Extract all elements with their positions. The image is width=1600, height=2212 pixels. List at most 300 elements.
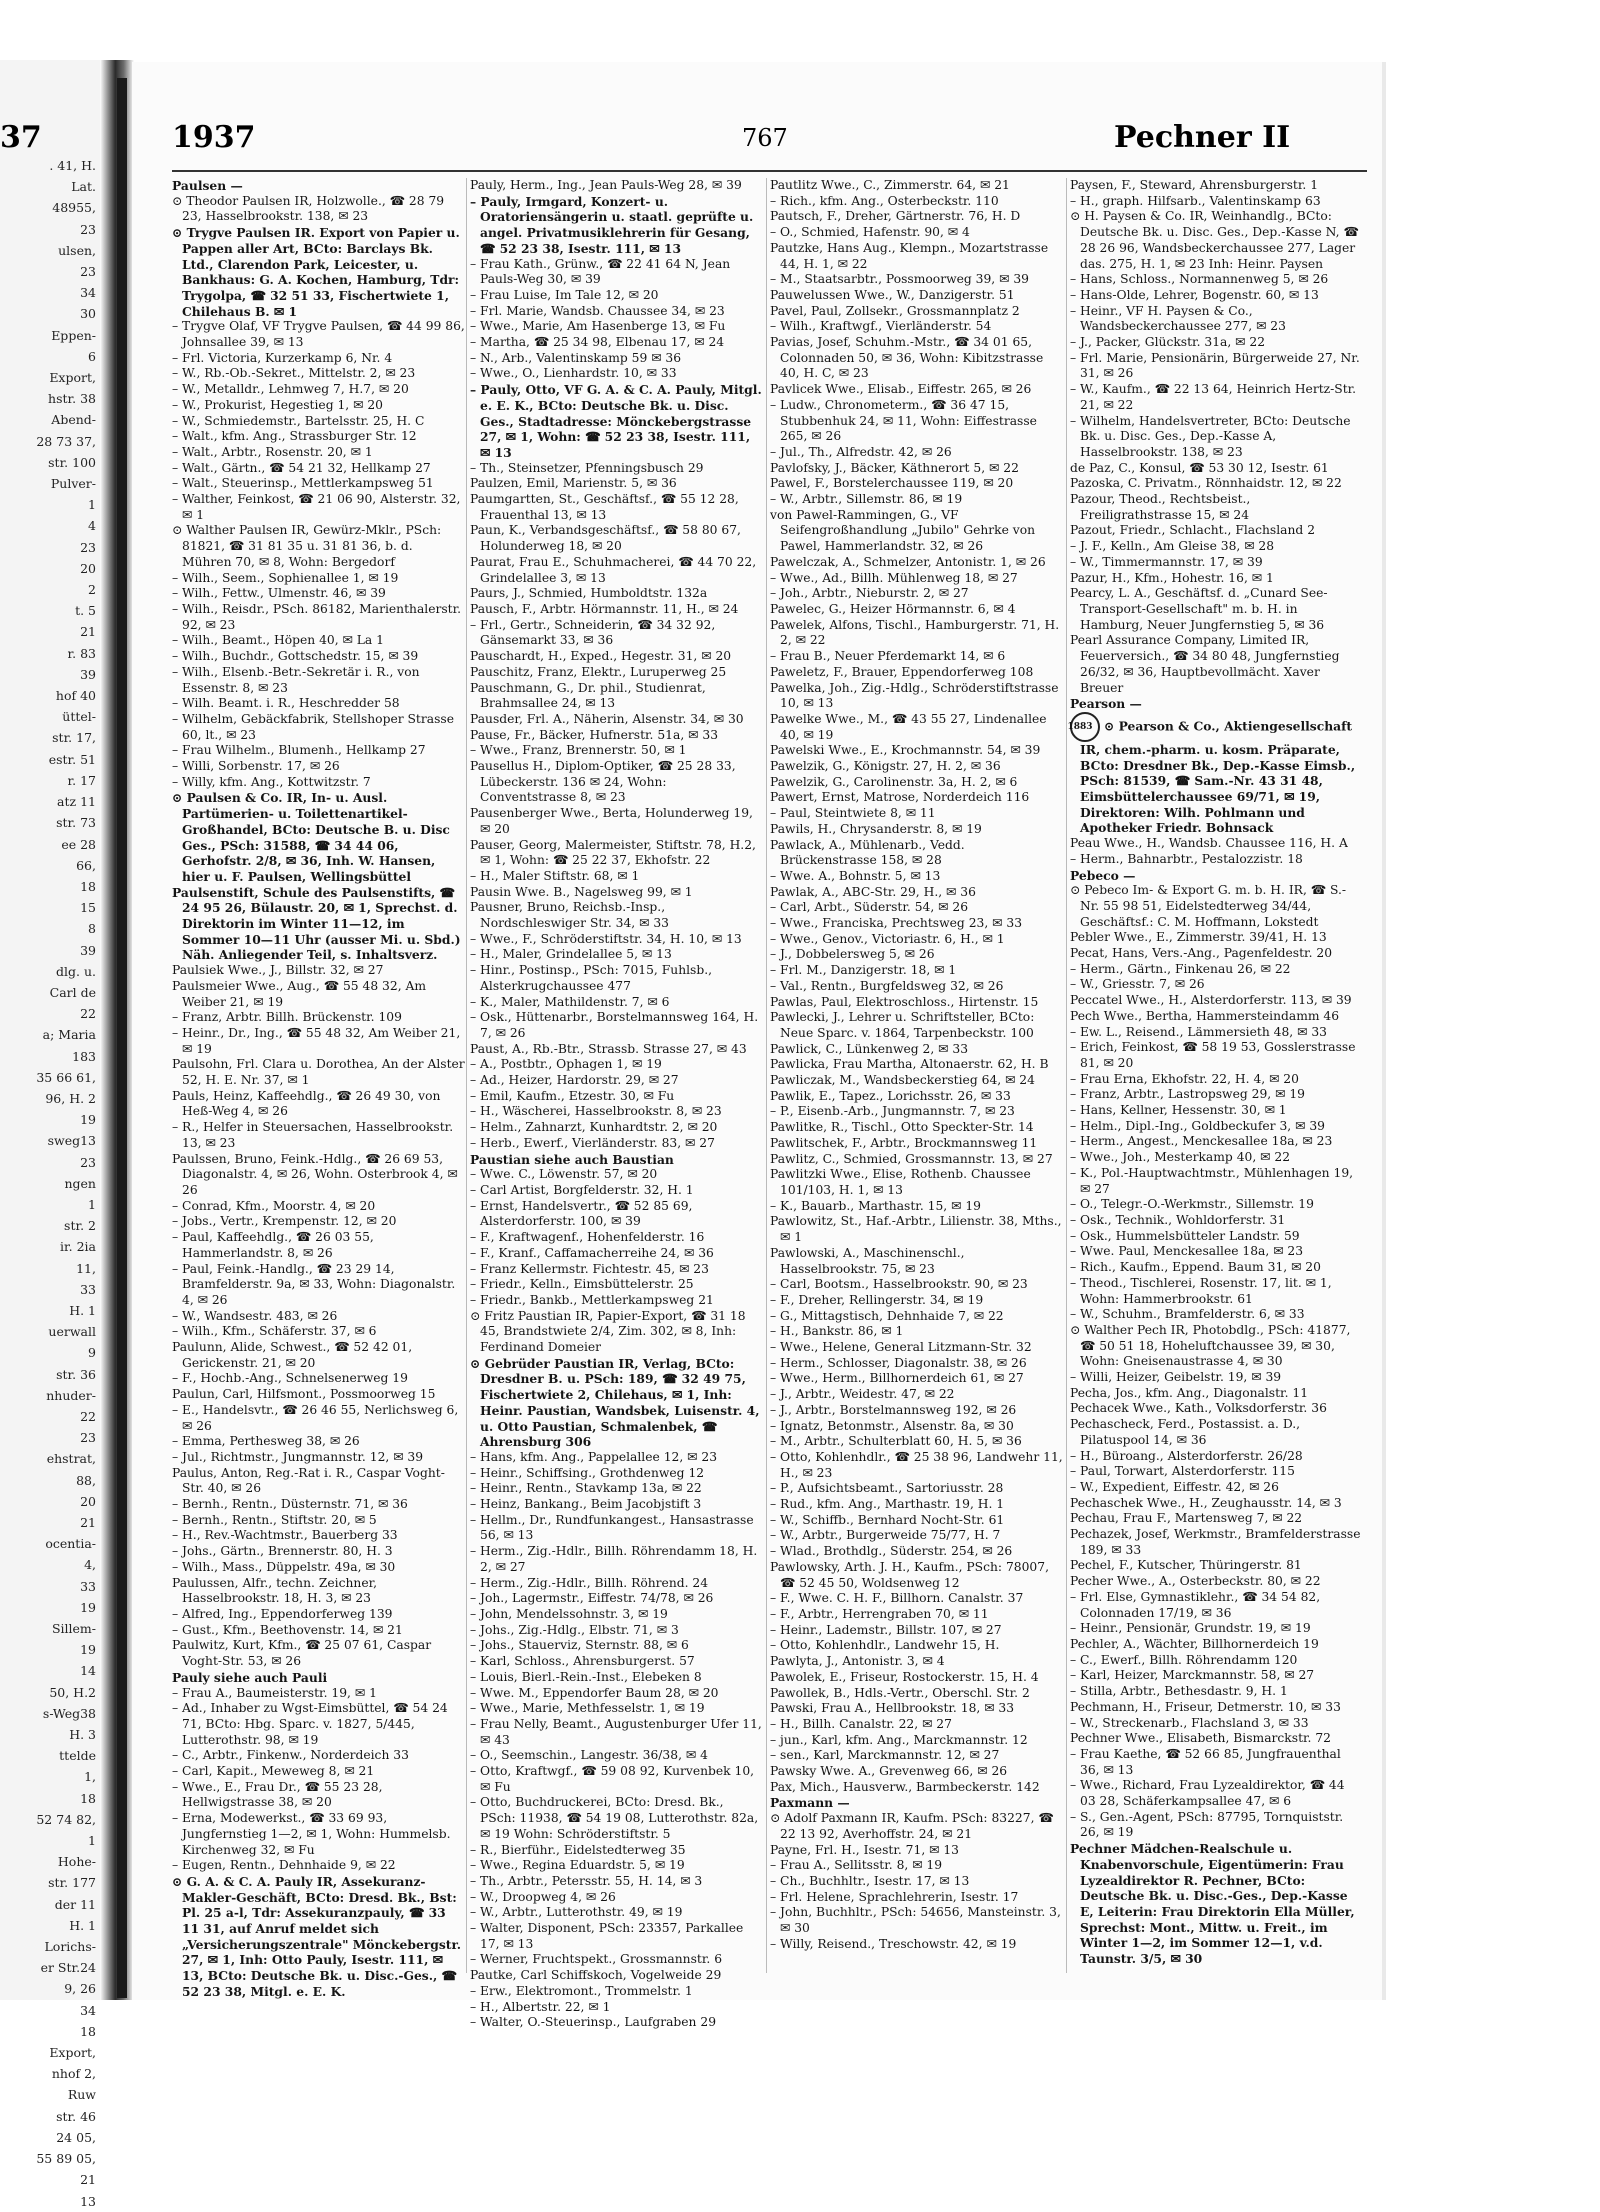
left-fragment-line: ulsen,: [58, 242, 96, 258]
left-fragment-line: ngen: [64, 1175, 96, 1191]
entry-text: – J., Packer, Glückstr. 31a, ✉ 22: [1070, 335, 1266, 350]
entry-text: – Herm., Zig.-Hdlr., Billh. Röhrendamm 18, H. 2, ✉ 27: [470, 1544, 758, 1574]
entry-text: Paulssen, Bruno, Feink.-Hdlg., ☎ 26 69 53, Diagonalstr. 4, ✉ 26, Wohn. Osterbrook 4, ✉ 26: [172, 1151, 458, 1197]
left-fragment-line: 18: [80, 2023, 96, 2039]
entry-text: Pawlak, A., ABC-Str. 29, H., ✉ 36: [770, 884, 976, 899]
directory-entry: [770, 1089, 1063, 1105]
entry-text: – Karl, Heizer, Marckmannstr. 58, ✉ 27: [1070, 1668, 1315, 1683]
directory-entry: [172, 1607, 465, 1623]
directory-entry: [770, 1795, 1063, 1811]
entry-text: Paust, A., Rb.-Btr., Strassb. Strasse 27, ✉ 43: [470, 1041, 747, 1056]
directory-entry: [1070, 868, 1363, 884]
entry-text: Pax, Mich., Hausverw., Barmbeckerstr. 142: [770, 1779, 1040, 1794]
entry-text: ⊙ Walther Pech IR, Photobdlg., PSch: 41877, ☎ 50 51 18, Hoheluftchaussee 39, ✉ 30, Wohn: Gneisenaustrasse 4, ✉ 30: [1070, 1322, 1351, 1369]
directory-entry: [1070, 1229, 1363, 1245]
entry-text: – F., Kraftwagenf., Hohenfelderstr. 16: [470, 1230, 705, 1245]
directory-entry: [172, 1858, 465, 1874]
entry-text: – Wilh., Fettw., Ulmenstr. 46, ✉ 39: [172, 586, 386, 601]
entry-text: – Wilhelm, Gebäckfabrik, Stellshoper Strasse 60, lt., ✉ 23: [172, 711, 454, 742]
directory-entry: [1070, 696, 1363, 712]
entry-text: – Wwe., F., Schröderstiftstr. 34, H. 10, ✉ 13: [470, 931, 742, 946]
directory-entry: [470, 1356, 763, 1450]
directory-entry: [1070, 414, 1363, 461]
directory-entry: [770, 1560, 1063, 1591]
entry-text: – Ch., Buchhltr., Isestr. 17, ✉ 13: [770, 1873, 970, 1888]
directory-entry: [172, 382, 465, 398]
entry-text: Pawlowski, A., Maschinenschl., Hasselbrookstr. 75, ✉ 23: [770, 1245, 965, 1276]
directory-entry: [470, 1042, 763, 1058]
directory-entry: [770, 665, 1063, 681]
directory-entry: [172, 492, 465, 523]
entry-text: Pavlofsky, J., Bäcker, Käthnerort 5, ✉ 22: [770, 460, 1019, 475]
entry-text: Pause, Fr., Bäcker, Hufnerstr. 51a, ✉ 33: [470, 727, 719, 742]
directory-entry: [172, 1764, 465, 1780]
directory-entry: [470, 1968, 763, 1984]
entry-text: – John, Mendelssohnstr. 3, ✉ 19: [470, 1606, 668, 1621]
directory-entry: [172, 523, 465, 570]
entry-text: Pearcy, L. A., Geschäftsf. d. „Cunard See-Transport-Gesellschaft" m. b. H. in Hamburg, Neuer Jungfernstieg 5, ✉ 36: [1070, 586, 1328, 632]
directory-entry: [770, 963, 1063, 979]
directory-entry: [770, 1246, 1063, 1277]
directory-entry: [172, 1466, 465, 1497]
left-fragment-line: s-Weg38: [42, 1705, 96, 1721]
entry-text: – Alfred, Ing., Eppendorferweg 139: [172, 1606, 393, 1621]
directory-entry: [470, 1513, 763, 1544]
directory-entry: [770, 1136, 1063, 1152]
entry-text: – F., Kranf., Caffamacherreihe 24, ✉ 36: [470, 1245, 714, 1260]
entry-text: – Wwe. M., Eppendorfer Baum 28, ✉ 20: [470, 1685, 719, 1700]
left-page-fragment: [0, 120, 96, 2209]
left-fragment-line: 15: [80, 900, 96, 916]
directory-entry: [172, 1057, 465, 1088]
directory-entry: [770, 194, 1063, 210]
entry-text: – H., Wäscherei, Hasselbrookstr. 8, ✉ 23: [470, 1104, 722, 1119]
directory-entry: [1070, 1370, 1363, 1386]
directory-entry: [770, 1152, 1063, 1168]
left-fragment-line: Sillem-: [51, 1621, 96, 1637]
directory-column-2: [470, 178, 763, 2030]
entry-text: Pawlas, Paul, Elektroschloss., Hirtenstr. 15: [770, 994, 1039, 1009]
entry-text: – K., Pol.-Hauptwachtmstr., Mühlenhagen 19, ✉ 27: [1070, 1165, 1354, 1196]
directory-entry: [470, 838, 763, 869]
directory-entry: [470, 1623, 763, 1639]
directory-entry: [172, 1780, 465, 1811]
directory-entry: [172, 1528, 465, 1544]
entry-text: – Johs., Gärtn., Brennerstr. 80, H. 3: [172, 1544, 393, 1559]
entry-text: – Hans, kfm. Ang., Pappelallee 12, ✉ 23: [470, 1449, 718, 1464]
entry-text: – Frau Kath., Grünw., ☎ 22 41 64 N, Jean Pauls-Weg 30, ✉ 39: [470, 256, 731, 287]
entry-text: – Wilh., Beamt., Höpen 40, ✉ La 1: [172, 633, 384, 648]
left-fragment-line: str. 177: [48, 1875, 96, 1891]
directory-entry: [172, 351, 465, 367]
directory-entry: [172, 366, 465, 382]
directory-entry: [470, 1089, 763, 1105]
entry-text: Pawelke Wwe., M., ☎ 43 55 27, Lindenallee 40, ✉ 19: [770, 711, 1047, 742]
book-spine-shadow: [117, 78, 127, 1998]
entry-text: – Pauly, Otto, VF G. A. & C. A. Pauly, Mitgl. e. E. K., BCto: Deutsche Bk. u. Disc. Ges., Stadtadresse: Mönckebergstrasse 27, ✉ 1, Wohn: ☎ 52 23 38, Isestr. 111, ✉ 13: [470, 382, 762, 460]
entry-text: – Osk., Hummelsbütteler Landstr. 59: [1070, 1228, 1300, 1243]
directory-entry: [1070, 993, 1363, 1009]
directory-entry: [770, 1528, 1063, 1544]
entry-text: – H., Büroang., Alsterdorferstr. 26/28: [1070, 1448, 1303, 1463]
entry-text: – Hans-Olde, Lehrer, Bogenstr. 60, ✉ 13: [1070, 287, 1319, 302]
entry-text: – Gust., Kfm., Beethovenstr. 14, ✉ 21: [172, 1622, 403, 1637]
directory-entry: [172, 461, 465, 477]
entry-text: Paysen, F., Steward, Ahrensburgerstr. 1: [1070, 178, 1319, 192]
entry-text: – W., Streckenarb., Flachsland 3, ✉ 33: [1070, 1715, 1309, 1730]
entry-text: – Willy, kfm. Ang., Kottwitzstr. 7: [172, 774, 371, 789]
directory-entry: [1070, 1449, 1363, 1465]
left-fragment-line: Hohe-: [57, 1854, 96, 1870]
directory-entry: [1070, 304, 1363, 335]
directory-entry: [172, 1560, 465, 1576]
entry-text: Paustian siehe auch Baustian: [470, 1151, 674, 1167]
left-fragment-line: Export,: [49, 2045, 96, 2061]
entry-text: – W., Schiffb., Bernhard Nocht-Str. 61: [770, 1512, 1005, 1527]
entry-text: – Hans, Schloss., Normannenweg 5, ✉ 26: [1070, 272, 1329, 287]
left-fragment-line: 19: [80, 1112, 96, 1128]
directory-entry: [1070, 1464, 1363, 1480]
left-page-number: 37: [0, 120, 42, 155]
directory-entry: [172, 743, 465, 759]
entry-text: Pawlitke, R., Tischl., Otto Speckter-Str. 14: [770, 1120, 1034, 1135]
left-fragment-line: str. 36: [56, 1366, 96, 1382]
directory-entry: [770, 1340, 1063, 1356]
entry-text: – Ernst, Handelsvertr., ☎ 52 85 69, Alsterdorferstr. 100, ✉ 39: [470, 1198, 693, 1229]
entry-text: – Heinr., Dr., Ing., ☎ 55 48 32, Am Weiber 21, ✉ 19: [172, 1025, 461, 1056]
directory-entry: [172, 1026, 465, 1057]
directory-entry: [172, 1686, 465, 1702]
entry-text: – O., Seemschin., Langestr. 36/38, ✉ 4: [470, 1748, 708, 1763]
directory-entry: [770, 382, 1063, 398]
directory-entry: [770, 885, 1063, 901]
directory-entry: [770, 335, 1063, 382]
left-fragment-line: nhof 2,: [51, 2066, 96, 2082]
entry-text: ⊙ H. Paysen & Co. IR, Weinhandlg., BCto: Deutsche Bk. u. Disc. Ges., Dep.-Kasse N, ☎ 28 26 96, Wandsbeckerchaussee 277, Lager das. 275, H. 1, ✉ 23 Inh: Heinr. Paysen: [1070, 209, 1359, 271]
entry-text: – Joh., Arbtr., Nieburstr. 2, ✉ 27: [770, 586, 969, 601]
entry-text: – O., Telegr.-O.-Werkmstr., Sillemstr. 19: [1070, 1197, 1314, 1212]
directory-entry: [470, 995, 763, 1011]
entry-text: – W., Kaufm., ☎ 22 13 64, Heinrich Hertz-Str. 21, ✉ 22: [1070, 382, 1357, 412]
directory-entry: [470, 963, 763, 994]
directory-entry: [172, 759, 465, 775]
directory-entry: [470, 932, 763, 948]
entry-text: – Frau A., Baumeisterstr. 19, ✉ 1: [172, 1685, 377, 1700]
entry-text: Pawolek, E., Friseur, Rostockerstr. 15, H. 4: [770, 1669, 1039, 1684]
directory-entry: [470, 1497, 763, 1513]
left-fragment-line: . 41, H.: [49, 158, 96, 173]
entry-text: Paurs, J., Schmied, Humboldtstr. 132a: [470, 586, 708, 601]
entry-text: – Paul, Feink.-Handlg., ☎ 23 29 14, Bramfelderstr. 9a, ✉ 33, Wohn: Diagonalstr. 4, ✉ 26: [172, 1261, 456, 1307]
directory-entry: [470, 1544, 763, 1575]
directory-entry: [1070, 586, 1363, 633]
directory-entry: [770, 916, 1063, 932]
entry-text: – John, Buchhltr., PSch: 54656, Mansteinstr. 3, ✉ 30: [770, 1905, 1061, 1936]
directory-column-1: [172, 178, 465, 1999]
directory-entry: [1070, 1480, 1363, 1496]
entry-text: ⊙ Trygve Paulsen IR. Export von Papier u. Pappen aller Art, BCto: Barclays Bk. Ltd., Clarendon Park, Leicester, u. Bankhaus: G. A. Kochen, Hamburg, Tdr: Trygolpa, ☎ 32 51 33, Fischertwiete 1, Chilehaus B. ✉ 1: [172, 225, 460, 319]
entry-text: – E., Handelsvtr., ☎ 26 46 55, Nerlichsweg 6, ✉ 26: [172, 1402, 459, 1433]
entry-text: Paulussen, Alfr., techn. Zeichner, Hasselbrookstr. 18, H. 3, ✉ 23: [172, 1575, 378, 1606]
directory-entry: [172, 1544, 465, 1560]
entry-text: – Franz, Arbtr. Billh. Brückenstr. 109: [172, 1010, 402, 1025]
entry-text: Paxmann —: [770, 1795, 850, 1811]
entry-text: – Erna, Modewerkst., ☎ 33 69 93, Jungfernstieg 1—2, ✉ 1, Wohn: Hummelsb. Kirchenweg 32, ✉ Fu: [172, 1811, 451, 1857]
directory-entry: [770, 1120, 1063, 1136]
entry-text: – Frau Wilhelm., Blumenh., Hellkamp 27: [172, 743, 426, 758]
directory-entry: [770, 178, 1063, 194]
entry-text: Pawert, Ernst, Matrose, Norderdeich 116: [770, 790, 1030, 805]
directory-entry: [470, 1874, 763, 1890]
entry-text: Pausenberger Wwe., Berta, Holunderweg 19, ✉ 20: [470, 806, 753, 836]
directory-entry: [470, 1858, 763, 1874]
directory-entry: [1070, 633, 1363, 696]
column-divider: [1066, 178, 1067, 1973]
directory-entry: [770, 319, 1063, 335]
directory-entry: [470, 1481, 763, 1497]
entry-text: Pecat, Hans, Vers.-Ang., Pagenfeldestr. 20: [1070, 946, 1333, 961]
left-fragment-line: Carl de: [49, 984, 96, 1000]
left-fragment-line: estr. 51: [48, 751, 96, 767]
header-rule: [172, 170, 1367, 172]
entry-text: – Wwe., Franciska, Prechtsweg 23, ✉ 33: [770, 916, 1023, 931]
directory-entry: [1070, 1386, 1363, 1402]
entry-text: Pechau, Frau F., Martensweg 7, ✉ 22: [1070, 1511, 1303, 1526]
directory-entry: [770, 1890, 1063, 1906]
directory-entry: [770, 445, 1063, 461]
directory-entry: [1070, 1260, 1363, 1276]
directory-entry: [770, 1356, 1063, 1372]
entry-text: Paulsmeier Wwe., Aug., ☎ 55 48 32, Am Weiber 21, ✉ 19: [172, 978, 427, 1009]
entry-text: – Louis, Bierl.-Rein.-Inst., Elebeken 8: [470, 1669, 702, 1684]
entry-text: Paulsohn, Frl. Clara u. Dorothea, An der Alster 52, H. E. Nr. 37, ✉ 1: [172, 1057, 465, 1088]
left-fragment-line: hstr. 38: [48, 391, 96, 407]
entry-text: – Carl Artist, Borgfelderstr. 32, H. 1: [470, 1183, 694, 1197]
directory-entry: [1070, 1244, 1363, 1260]
entry-text: – Wilh., Buchdr., Gottschedstr. 15, ✉ 39: [172, 649, 419, 664]
directory-entry: [770, 1623, 1063, 1639]
directory-entry: [470, 178, 763, 194]
directory-entry: [1070, 1621, 1363, 1637]
entry-text: – Paul, Steintwiete 8, ✉ 11: [770, 806, 936, 821]
directory-entry: [470, 1686, 763, 1702]
left-fragment-line: 23: [80, 221, 96, 237]
directory-column-4: [1067, 178, 1363, 1988]
entry-text: – W., Prokurist, Hegestieg 1, ✉ 20: [172, 397, 383, 412]
directory-entry: [1070, 209, 1363, 272]
entry-text: Peccatel Wwe., H., Alsterdorferstr. 113, ✉ 39: [1070, 993, 1352, 1008]
left-fragment-line: H. 3: [69, 1727, 96, 1743]
entry-text: Pauschardt, H., Exped., Hegestr. 31, ✉ 20: [470, 649, 732, 664]
left-fragment-line: 88,: [76, 1472, 96, 1488]
entry-text: – Jul., Th., Alfredstr. 42, ✉ 26: [770, 444, 952, 459]
entry-text: Pawlitschek, F., Arbtr., Brockmannsweg 11: [770, 1135, 1038, 1150]
directory-entry: [1070, 1700, 1363, 1716]
directory-entry: [172, 1309, 465, 1325]
left-fragment-line: str. 46: [56, 2108, 96, 2124]
entry-text: Paun, K., Verbandsgeschäftsf., ☎ 58 80 67, Holunderweg 18, ✉ 20: [470, 523, 741, 554]
directory-entry: [770, 1104, 1063, 1120]
directory-entry: [1070, 1213, 1363, 1229]
entry-text: – H., graph. Hilfsarb., Valentinskamp 63: [1070, 193, 1321, 208]
entry-text: Pawils, H., Chrysanderstr. 8, ✉ 19: [770, 821, 982, 836]
directory-entry: [470, 1309, 763, 1356]
left-fragment-line: Pulver-: [50, 476, 96, 492]
entry-text: – Th., Steinsetzer, Pfenningsbusch 29: [470, 460, 704, 475]
left-fragment-line: uerwall: [48, 1324, 96, 1340]
entry-text: – Walther, Feinkost, ☎ 21 06 90, Alsterstr. 32, ✉ 1: [172, 492, 461, 522]
directory-entry: [770, 602, 1063, 618]
directory-entry: [172, 1638, 465, 1669]
entry-text: Pawollek, B., Hdls.-Vertr., Oberschl. Str. 2: [770, 1685, 1030, 1700]
directory-entry: [770, 900, 1063, 916]
entry-text: – Paul, Torwart, Alsterdorferstr. 115: [1070, 1464, 1295, 1479]
directory-entry: [172, 1874, 465, 2000]
directory-entry: [470, 1466, 763, 1482]
entry-text: – Frl. Helene, Sprachlehrerin, Isestr. 17: [770, 1889, 1019, 1904]
entry-text: – M., Arbtr., Schulterblatt 60, H. 5, ✉ 36: [770, 1434, 1022, 1449]
directory-entry: [470, 1167, 763, 1183]
directory-entry: [470, 476, 763, 492]
page-edge: [1382, 62, 1386, 2000]
directory-entry: [770, 1607, 1063, 1623]
directory-entry: [770, 1733, 1063, 1749]
directory-entry: [172, 1340, 465, 1371]
entry-text: Pausin Wwe. B., Nagelsweg 99, ✉ 1: [470, 884, 693, 899]
left-fragment-line: dlg. u.: [56, 963, 96, 979]
entry-text: – Rich., Kaufm., Eppend. Baum 31, ✉ 20: [1070, 1260, 1321, 1275]
entry-text: Paulus, Anton, Reg.-Rat i. R., Caspar Voght-Str. 40, ✉ 26: [172, 1465, 445, 1496]
entry-text: Pazur, H., Kfm., Hohestr. 16, ✉ 1: [1070, 570, 1274, 585]
directory-entry: [770, 476, 1063, 492]
entry-text: – Johs., Zig.-Hdlg., Elbstr. 71, ✉ 3: [470, 1622, 679, 1637]
directory-entry: [770, 241, 1063, 272]
entry-text: – Frl. Marie, Wandsb. Chaussee 34, ✉ 23: [470, 303, 725, 318]
entry-text: – H., Maler Stiftstr. 68, ✉ 1: [470, 868, 640, 883]
left-fragment-line: üttel-: [62, 709, 96, 725]
entry-text: Pawel, F., Borstelerchaussee 119, ✉ 20: [770, 476, 1014, 491]
directory-entry: [470, 712, 763, 728]
entry-text: Paumgartten, St., Geschäftsf., ☎ 55 12 28, Frauenthal 13, ✉ 13: [470, 492, 739, 522]
left-fragment-line: 1: [88, 1833, 96, 1849]
left-fragment-line: ttelde: [59, 1748, 96, 1764]
directory-entry: [470, 649, 763, 665]
directory-entry: [470, 366, 763, 382]
directory-entry: [770, 1874, 1063, 1890]
left-fragment-line: 21: [80, 2172, 96, 2188]
entry-text: – Wwe. Paul, Menckesallee 18a, ✉ 23: [1070, 1244, 1304, 1259]
directory-entry: [770, 759, 1063, 775]
entry-text: Pauschitz, Franz, Elektr., Luruperweg 25: [470, 664, 727, 679]
left-fragment-line: H. 1: [69, 1302, 96, 1318]
left-fragment-line: a; Maria: [42, 1027, 96, 1043]
left-fragment-line: 30: [80, 306, 96, 322]
left-fragment-line: Abend-: [51, 412, 96, 428]
entry-text: – Heinr., Schiffsing., Grothdenweg 12: [470, 1465, 705, 1480]
directory-entry: [470, 743, 763, 759]
entry-text: Pawlowsky, Arth. J. H., Kaufm., PSch: 78007, ☎ 52 45 50, Woldsenweg 12: [770, 1559, 1049, 1590]
directory-entry: [1070, 1637, 1363, 1653]
entry-text: – Stilla, Arbtr., Bethesdastr. 9, H. 1: [1070, 1684, 1288, 1699]
entry-text: – Friedr., Bankb., Mettlerkampsweg 21: [470, 1292, 714, 1307]
directory-entry: [770, 947, 1063, 963]
directory-entry: [770, 1167, 1063, 1198]
entry-text: – Val., Rentn., Burgfeldsweg 32, ✉ 26: [770, 978, 1004, 993]
entry-text: – H., Rev.-Wachtmstr., Bauerberg 33: [172, 1528, 398, 1543]
directory-entry: [770, 1057, 1063, 1073]
entry-text: – Willi, Sorbenstr. 17, ✉ 26: [172, 759, 340, 774]
directory-entry: [770, 1591, 1063, 1607]
directory-entry: [770, 1544, 1063, 1560]
directory-entry: [1067, 712, 1363, 836]
entry-text: – Wwe., Joh., Mesterkamp 40, ✉ 22: [1070, 1150, 1291, 1165]
directory-entry: [1070, 382, 1363, 413]
entry-text: Pauwelussen Wwe., W., Danzigerstr. 51: [770, 287, 1015, 302]
entry-text: – Heinz, Bankang., Beim Jacobjstift 3: [470, 1497, 702, 1512]
entry-text: – Frl. M., Danzigerstr. 18, ✉ 1: [770, 963, 957, 978]
directory-entry: [1070, 1197, 1363, 1213]
entry-text: Paulsen —: [172, 178, 243, 193]
entry-text: – Rich., kfm. Ang., Osterbeckstr. 110: [770, 193, 999, 208]
entry-text: – Frau Erna, Ekhofstr. 22, H. 4, ✉ 20: [1070, 1071, 1299, 1086]
directory-entry: [1070, 1040, 1363, 1071]
left-fragment-line: 4: [88, 518, 96, 534]
entry-text: – W., Arbtr., Lutterothstr. 49, ✉ 19: [470, 1905, 683, 1920]
directory-entry: [172, 1497, 465, 1513]
entry-text: – Heinr., Lademstr., Billstr. 107, ✉ 27: [770, 1622, 1002, 1637]
directory-entry: [770, 790, 1063, 806]
left-fragment-line: Eppen-: [51, 327, 96, 343]
entry-text: – W., Arbtr., Sillemstr. 86, ✉ 19: [770, 492, 963, 507]
entry-text: – Wwe., Richard, Frau Lyzealdirektor, ☎ 44 03 28, Schäferkampsallee 47, ✉ 6: [1070, 1778, 1345, 1809]
entry-text: – Erich, Feinkost, ☎ 58 19 53, Gosslerstrasse 81, ✉ 20: [1070, 1040, 1356, 1070]
directory-entry: [470, 555, 763, 586]
entry-text: – Carl, Kapit., Meweweg 8, ✉ 21: [172, 1764, 375, 1779]
directory-entry: [172, 1623, 465, 1639]
directory-entry: [470, 319, 763, 335]
entry-text: Pausder, Frl. A., Näherin, Alsenstr. 34, ✉ 30: [470, 711, 744, 726]
directory-entry: [172, 398, 465, 414]
directory-entry: [1070, 1087, 1363, 1103]
directory-entry: [172, 963, 465, 979]
directory-entry: [770, 1638, 1063, 1654]
entry-text: – Hans, Kellner, Hessenstr. 30, ✉ 1: [1070, 1103, 1287, 1118]
left-fragment-line: 55 89 05,: [36, 2151, 96, 2167]
entry-text: – Johs., Stauerviz, Sternstr. 88, ✉ 6: [470, 1638, 689, 1653]
directory-entry: [770, 1277, 1063, 1293]
entry-text: Pavel, Paul, Zollsekr., Grossmannplatz 2: [770, 303, 1020, 318]
directory-entry: [172, 649, 465, 665]
left-fragment-line: ir. 2ia: [60, 1239, 96, 1255]
entry-text: – Martha, ☎ 25 34 98, Elbenau 17, ✉ 24: [470, 335, 725, 350]
directory-entry: [770, 1670, 1063, 1686]
entry-text: Pauls, Heinz, Kaffeehdlg., ☎ 26 49 30, von Heß-Weg 4, ✉ 26: [172, 1088, 441, 1119]
directory-entry: [172, 429, 465, 445]
entry-text: Pebler Wwe., E., Zimmerstr. 39/41, H. 13: [1070, 930, 1327, 945]
left-fragment-line: 23: [80, 1154, 96, 1170]
entry-text: – Joh., Lagermstr., Eiffestr. 74/78, ✉ 26: [470, 1591, 714, 1606]
directory-entry: [1070, 571, 1363, 587]
left-fragment-line: Export,: [49, 370, 96, 386]
entry-text: – Frau Kaethe, ☎ 52 66 85, Jungfrauenthal 36, ✉ 13: [1070, 1746, 1341, 1777]
entry-text: – Th., Arbtr., Petersstr. 55, H. 14, ✉ 3: [470, 1873, 703, 1888]
directory-entry: [172, 1450, 465, 1466]
directory-entry: [1070, 1103, 1363, 1119]
left-fragment-line: 22: [80, 1006, 96, 1022]
entry-text: – R., Bierführ., Eidelstedterweg 35: [470, 1842, 686, 1857]
directory-entry: [770, 1371, 1063, 1387]
entry-text: Payne, Frl. H., Isestr. 71, ✉ 13: [770, 1842, 959, 1857]
